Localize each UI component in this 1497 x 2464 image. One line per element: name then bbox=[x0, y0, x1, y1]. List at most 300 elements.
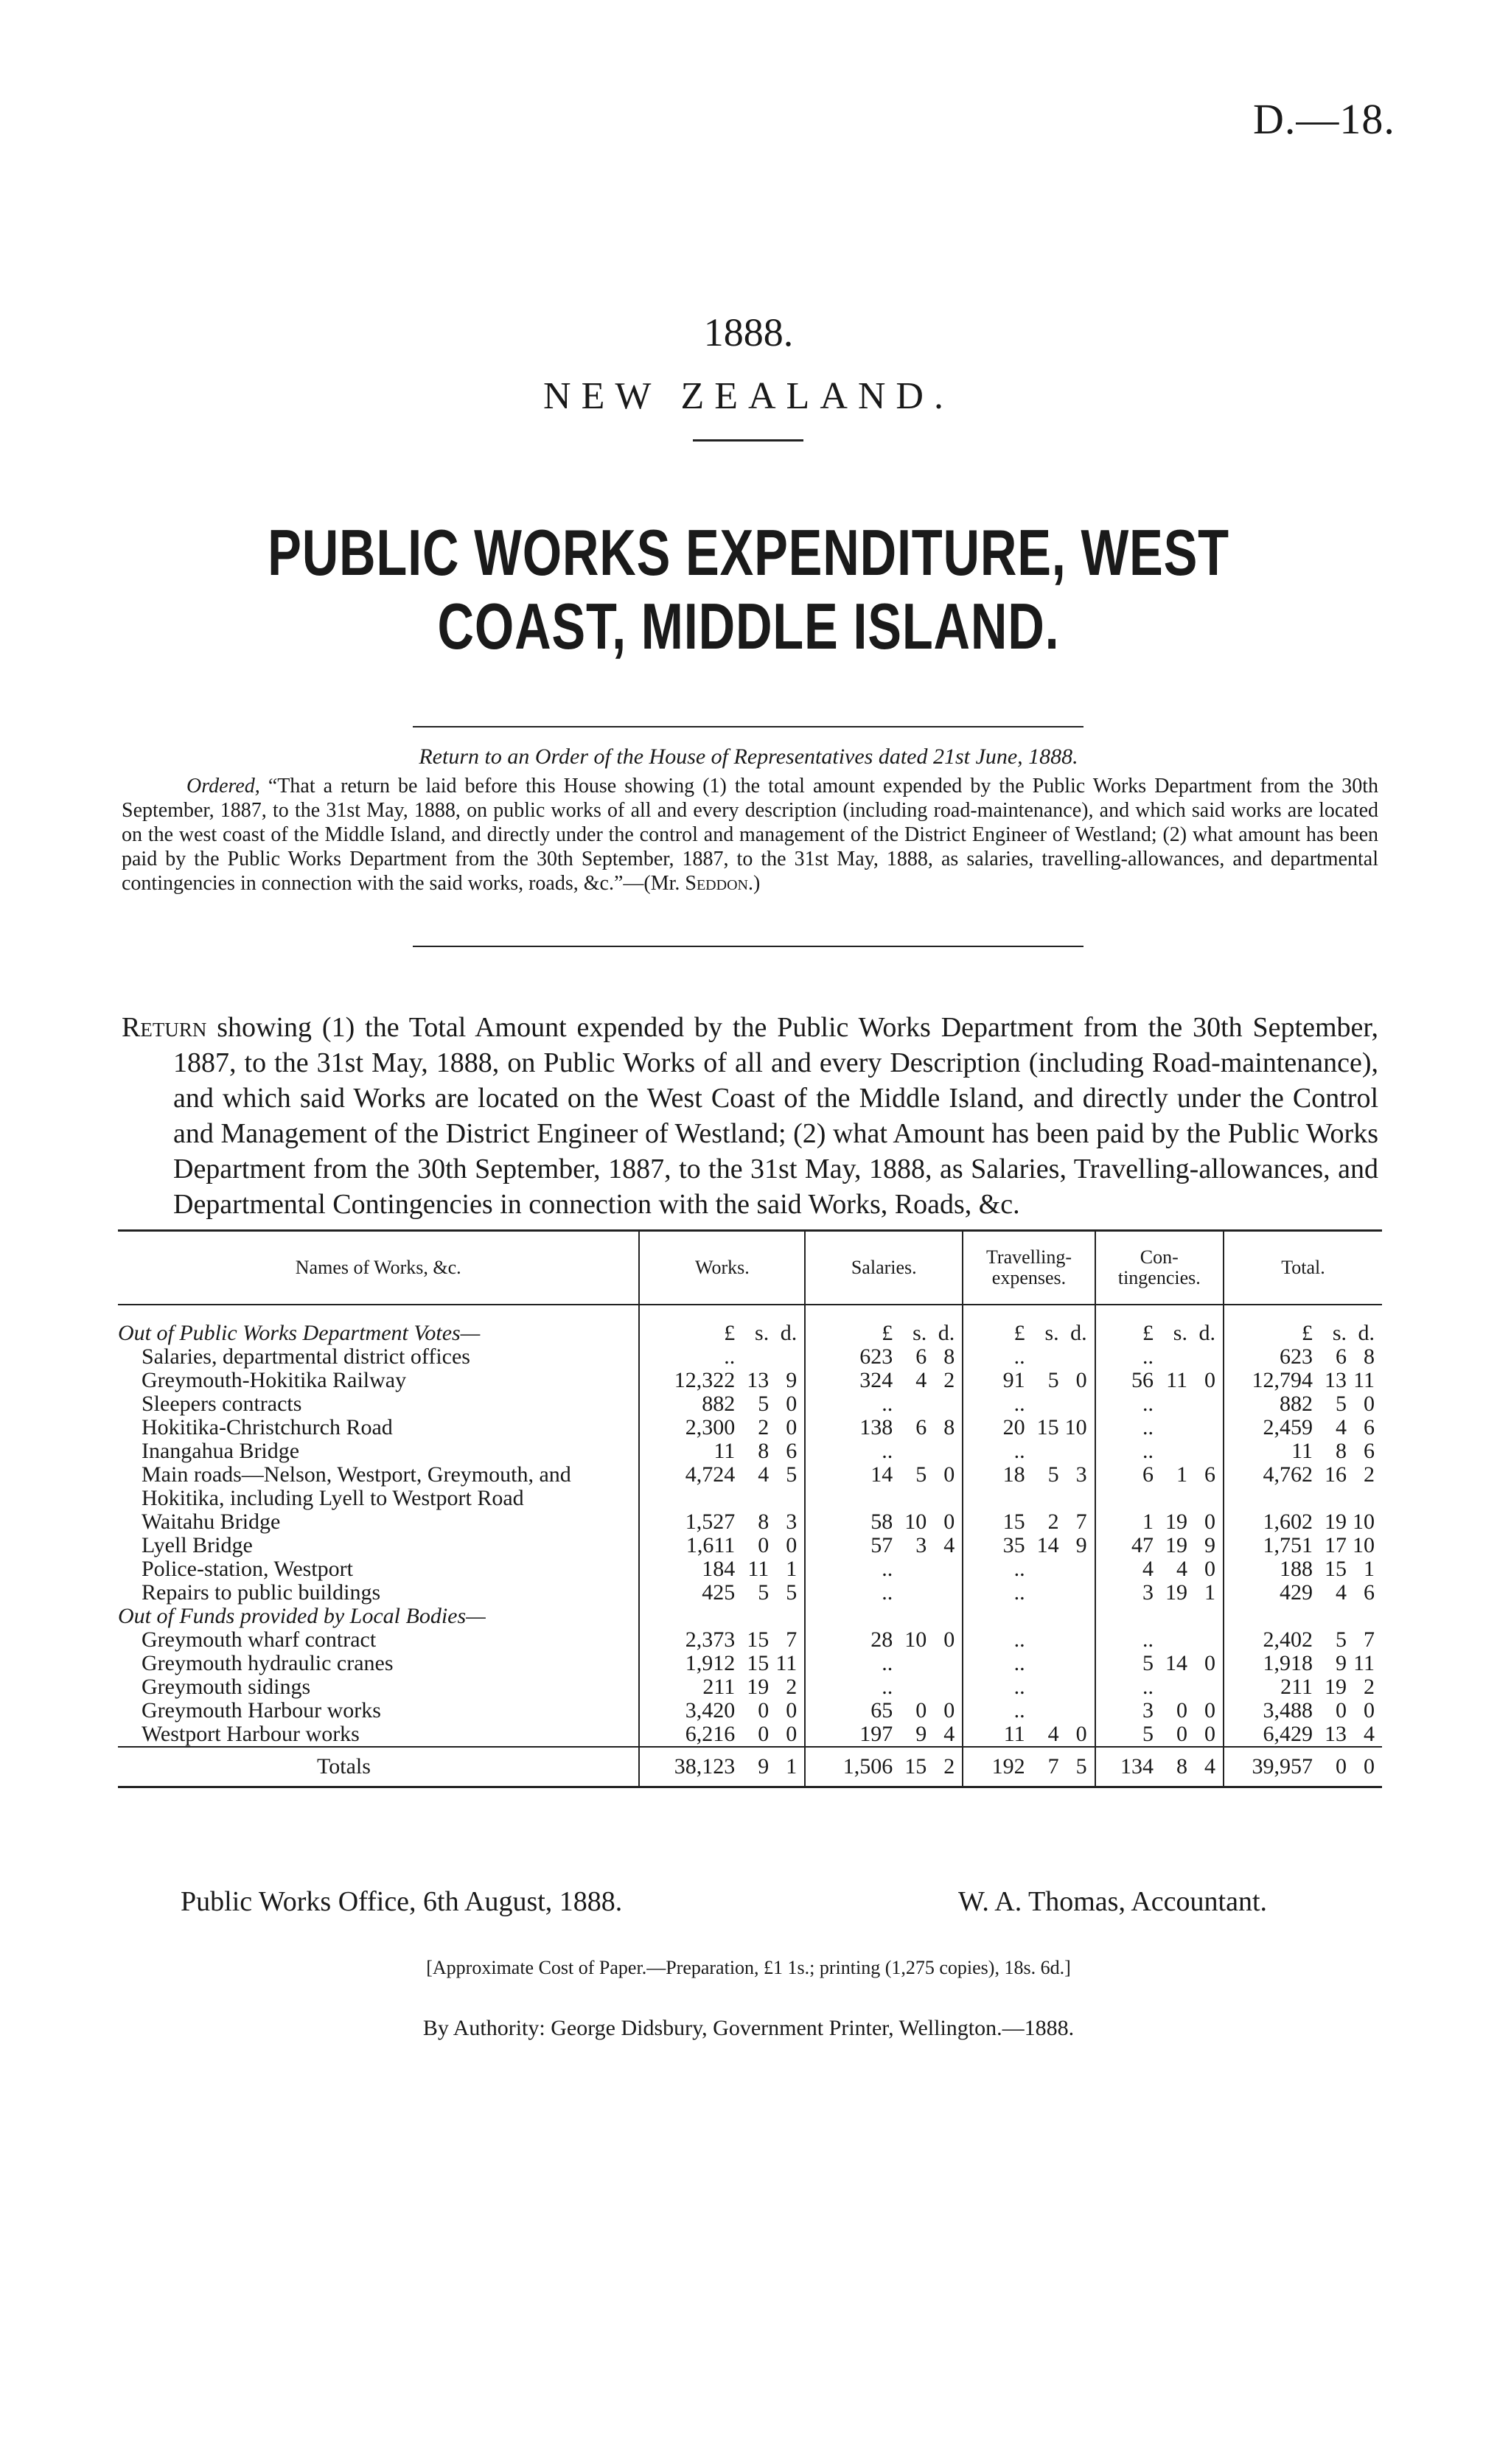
unit-pound: £ bbox=[1013, 1321, 1025, 1345]
amount-pence: 6 bbox=[786, 1439, 798, 1463]
unit-shilling: s. bbox=[1332, 1321, 1347, 1345]
amount-pence: 2 bbox=[1364, 1675, 1375, 1699]
amount-pounds: 3,420 bbox=[685, 1698, 736, 1723]
amount-cell bbox=[805, 1557, 963, 1581]
amount-pounds: 324 bbox=[859, 1368, 893, 1392]
amount-pounds: 1,527 bbox=[685, 1510, 736, 1534]
work-name: Waitahu Bridge bbox=[142, 1510, 281, 1534]
header-contingencies bbox=[1095, 1231, 1224, 1305]
amount-pounds: .. bbox=[1142, 1439, 1154, 1463]
work-name: Westport Harbour works bbox=[142, 1722, 360, 1746]
amount-cell bbox=[805, 1510, 963, 1534]
amount-cell bbox=[1095, 1416, 1224, 1439]
unit-pence: d. bbox=[1358, 1321, 1375, 1345]
amount-shillings: 15 bbox=[1036, 1415, 1059, 1439]
header-works: Works. bbox=[639, 1231, 805, 1305]
amount-pounds: 197 bbox=[859, 1722, 893, 1746]
amount-cell bbox=[1224, 1747, 1382, 1787]
amount-pence: 4 bbox=[943, 1722, 955, 1746]
unit-pound: £ bbox=[882, 1321, 893, 1345]
amount-pounds: 1,751 bbox=[1263, 1533, 1313, 1557]
unit-pence: d. bbox=[1198, 1321, 1215, 1345]
amount-pounds: 58 bbox=[870, 1510, 893, 1534]
amount-pence: 0 bbox=[1075, 1722, 1087, 1746]
amount-cell bbox=[963, 1345, 1095, 1369]
amount-cell bbox=[805, 1439, 963, 1463]
amount-cell bbox=[805, 1675, 963, 1699]
amount-shillings: 11 bbox=[1166, 1368, 1187, 1392]
amount-cell bbox=[1224, 1463, 1382, 1510]
amount-pence: 0 bbox=[1364, 1698, 1375, 1723]
table-row bbox=[118, 1581, 1382, 1605]
amount-cell bbox=[1224, 1534, 1382, 1557]
table-row bbox=[118, 1557, 1382, 1581]
amount-shillings: 19 bbox=[747, 1675, 770, 1699]
amount-shillings: 4 bbox=[1047, 1722, 1059, 1746]
amount-shillings: 8 bbox=[1336, 1439, 1347, 1463]
amount-pence: 9 bbox=[1075, 1533, 1087, 1557]
amount-cell bbox=[805, 1369, 963, 1392]
amount-cell bbox=[639, 1534, 805, 1557]
amount-cell bbox=[1224, 1439, 1382, 1463]
work-name: Inangahua Bridge bbox=[142, 1439, 300, 1463]
empty-cell bbox=[639, 1605, 805, 1628]
divider bbox=[413, 726, 1084, 727]
amount-shillings: 6 bbox=[915, 1415, 927, 1439]
table-row bbox=[118, 1510, 1382, 1534]
table-row bbox=[118, 1723, 1382, 1747]
cost-of-paper: [Approximate Cost of Paper.—Preparation, £1 1s.; printing (1,275 copies), 18s. 6d.] bbox=[426, 1957, 1071, 1978]
amount-shillings: 15 bbox=[747, 1627, 770, 1652]
unit-pence: d. bbox=[780, 1321, 798, 1345]
amount-shillings: 8 bbox=[758, 1439, 770, 1463]
work-name: Greymouth-Hokitika Railway bbox=[142, 1368, 407, 1392]
unit-pence: d. bbox=[938, 1321, 955, 1345]
amount-pence: 0 bbox=[1204, 1651, 1215, 1675]
amount-pounds: 18 bbox=[1002, 1462, 1025, 1487]
amount-cell bbox=[639, 1392, 805, 1416]
amount-pounds: 1,506 bbox=[842, 1754, 893, 1779]
amount-shillings: 13 bbox=[747, 1368, 770, 1392]
amount-pence: 3 bbox=[786, 1510, 798, 1534]
amount-pence: 7 bbox=[1075, 1510, 1087, 1534]
amount-shillings: 19 bbox=[1325, 1675, 1347, 1699]
amount-cell bbox=[639, 1369, 805, 1392]
amount-pence: 0 bbox=[786, 1415, 798, 1439]
country-heading: NEW ZEALAND. bbox=[543, 375, 954, 417]
amount-shillings: 4 bbox=[1176, 1557, 1187, 1581]
amount-shillings: 6 bbox=[1336, 1344, 1347, 1369]
unit-shilling: s. bbox=[912, 1321, 927, 1345]
amount-pounds: 4,762 bbox=[1263, 1462, 1313, 1487]
divider bbox=[413, 946, 1084, 947]
amount-cell bbox=[805, 1747, 963, 1787]
amount-pounds: 91 bbox=[1002, 1368, 1025, 1392]
amount-pence: 8 bbox=[943, 1344, 955, 1369]
work-name: Repairs to public buildings bbox=[142, 1580, 381, 1605]
amount-shillings: 8 bbox=[1176, 1754, 1187, 1779]
amount-shillings: 0 bbox=[1176, 1722, 1187, 1746]
amount-shillings: 5 bbox=[1336, 1627, 1347, 1652]
totals-row bbox=[118, 1747, 1382, 1787]
amount-pounds: 138 bbox=[859, 1415, 893, 1439]
amount-pounds: .. bbox=[1013, 1580, 1025, 1605]
amount-pounds: 1,912 bbox=[685, 1651, 736, 1675]
amount-shillings: 11 bbox=[747, 1557, 770, 1581]
amount-shillings: 19 bbox=[1165, 1533, 1187, 1557]
document-year: 1888. bbox=[703, 310, 794, 355]
amount-pounds: .. bbox=[1142, 1415, 1154, 1439]
amount-pounds: 1,611 bbox=[685, 1533, 736, 1557]
amount-pounds: 12,322 bbox=[674, 1368, 736, 1392]
amount-cell bbox=[1224, 1557, 1382, 1581]
amount-pounds: 47 bbox=[1131, 1533, 1154, 1557]
amount-pounds: 4,724 bbox=[685, 1462, 736, 1487]
amount-pounds: .. bbox=[882, 1675, 893, 1699]
amount-pounds: 425 bbox=[702, 1580, 736, 1605]
amount-pence: 0 bbox=[1364, 1392, 1375, 1416]
amount-cell bbox=[805, 1723, 963, 1747]
amount-cell bbox=[963, 1699, 1095, 1723]
amount-pence: 0 bbox=[786, 1533, 798, 1557]
amount-cell bbox=[963, 1675, 1095, 1699]
amount-pence: 0 bbox=[943, 1510, 955, 1534]
amount-cell bbox=[1224, 1675, 1382, 1699]
amount-cell bbox=[639, 1675, 805, 1699]
office-date: Public Works Office, 6th August, 1888. bbox=[181, 1886, 623, 1917]
signatory: W. A. Thomas, Accountant. bbox=[958, 1886, 1268, 1917]
amount-pounds: 2,402 bbox=[1263, 1627, 1313, 1652]
amount-cell bbox=[963, 1628, 1095, 1652]
amount-pence: 0 bbox=[1204, 1698, 1215, 1723]
return-paragraph bbox=[122, 1010, 1378, 1222]
amount-cell bbox=[963, 1747, 1095, 1787]
amount-cell bbox=[805, 1699, 963, 1723]
amount-shillings: 0 bbox=[758, 1533, 770, 1557]
return-lead: Return bbox=[122, 1012, 207, 1043]
amount-pounds: 20 bbox=[1002, 1415, 1025, 1439]
work-name: Salaries, departmental district offices bbox=[142, 1344, 470, 1369]
work-name: Greymouth sidings bbox=[142, 1675, 311, 1699]
table-row bbox=[118, 1463, 1382, 1510]
amount-pence: 5 bbox=[1075, 1754, 1087, 1779]
header-contingencies-line1: Con- bbox=[1140, 1246, 1179, 1268]
amount-pounds: .. bbox=[1013, 1698, 1025, 1723]
amount-pounds: 1 bbox=[1142, 1510, 1154, 1534]
amount-cell bbox=[805, 1345, 963, 1369]
units-cell bbox=[1224, 1305, 1382, 1345]
amount-pence: 0 bbox=[1204, 1557, 1215, 1581]
amount-cell bbox=[1224, 1628, 1382, 1652]
amount-pence: 5 bbox=[786, 1580, 798, 1605]
amount-pence: 3 bbox=[1075, 1462, 1087, 1487]
amount-shillings: 5 bbox=[758, 1392, 770, 1416]
amount-pounds: 3,488 bbox=[1263, 1698, 1313, 1723]
amount-shillings: 1 bbox=[1176, 1462, 1187, 1487]
header-travelling-line1: Travelling- bbox=[985, 1246, 1072, 1268]
empty-cell bbox=[805, 1605, 963, 1628]
amount-pence: 0 bbox=[786, 1722, 798, 1746]
unit-shilling: s. bbox=[1044, 1321, 1059, 1345]
work-name: Sleepers contracts bbox=[142, 1392, 302, 1416]
amount-pounds: 882 bbox=[702, 1392, 736, 1416]
amount-shillings: 4 bbox=[1336, 1415, 1347, 1439]
amount-pounds: 1,602 bbox=[1263, 1510, 1313, 1534]
amount-pence: 7 bbox=[786, 1627, 798, 1652]
amount-cell bbox=[639, 1345, 805, 1369]
expenditure-table bbox=[118, 1229, 1382, 1788]
divider bbox=[693, 439, 803, 442]
amount-cell bbox=[639, 1699, 805, 1723]
amount-shillings: 0 bbox=[1336, 1698, 1347, 1723]
amount-pence: 2 bbox=[943, 1754, 955, 1779]
amount-cell bbox=[639, 1747, 805, 1787]
amount-pounds: 15 bbox=[1002, 1510, 1025, 1534]
amount-pounds: 2,373 bbox=[685, 1627, 736, 1652]
units-cell bbox=[805, 1305, 963, 1345]
amount-pounds: 134 bbox=[1120, 1754, 1154, 1779]
amount-shillings: 14 bbox=[1036, 1533, 1059, 1557]
amount-pence: 6 bbox=[1364, 1439, 1375, 1463]
amount-pounds: .. bbox=[1013, 1675, 1025, 1699]
amount-cell bbox=[1224, 1345, 1382, 1369]
amount-shillings: 8 bbox=[758, 1510, 770, 1534]
amount-shillings: 0 bbox=[758, 1698, 770, 1723]
amount-cell bbox=[639, 1723, 805, 1747]
table-row bbox=[118, 1652, 1382, 1675]
header-total: Total. bbox=[1224, 1231, 1382, 1305]
amount-shillings: 2 bbox=[758, 1415, 770, 1439]
work-name: Greymouth wharf contract bbox=[142, 1627, 377, 1652]
amount-pounds: 6 bbox=[1142, 1462, 1154, 1487]
amount-pounds: .. bbox=[1013, 1392, 1025, 1416]
amount-pounds: 5 bbox=[1142, 1651, 1154, 1675]
amount-cell bbox=[963, 1723, 1095, 1747]
amount-pounds: 2,459 bbox=[1263, 1415, 1313, 1439]
amount-pence: 8 bbox=[943, 1415, 955, 1439]
amount-pence: 9 bbox=[786, 1368, 798, 1392]
amount-shillings: 9 bbox=[758, 1754, 770, 1779]
amount-cell bbox=[963, 1439, 1095, 1463]
amount-pence: 4 bbox=[1364, 1722, 1375, 1746]
amount-shillings: 3 bbox=[915, 1533, 927, 1557]
table-header-row bbox=[118, 1231, 1382, 1305]
amount-pence: 2 bbox=[943, 1368, 955, 1392]
amount-cell bbox=[1224, 1652, 1382, 1675]
amount-cell bbox=[963, 1416, 1095, 1439]
amount-pence: 0 bbox=[943, 1698, 955, 1723]
amount-pounds: .. bbox=[1142, 1392, 1154, 1416]
amount-shillings: 14 bbox=[1165, 1651, 1187, 1675]
amount-shillings: 5 bbox=[1047, 1462, 1059, 1487]
document-reference: D.—18. bbox=[1253, 95, 1395, 143]
amount-pounds: .. bbox=[1013, 1344, 1025, 1369]
amount-cell bbox=[963, 1652, 1095, 1675]
amount-pence: 4 bbox=[943, 1533, 955, 1557]
amount-pence: 0 bbox=[786, 1392, 798, 1416]
amount-pence: 0 bbox=[943, 1462, 955, 1487]
amount-shillings: 5 bbox=[758, 1580, 770, 1605]
amount-pounds: .. bbox=[1013, 1557, 1025, 1581]
table-row bbox=[118, 1675, 1382, 1699]
amount-cell bbox=[963, 1392, 1095, 1416]
amount-pounds: 1,918 bbox=[1263, 1651, 1313, 1675]
amount-pounds: 6,429 bbox=[1263, 1722, 1313, 1746]
ordered-label: Ordered, bbox=[186, 775, 260, 798]
amount-pounds: 4 bbox=[1142, 1557, 1154, 1581]
amount-shillings: 4 bbox=[1336, 1580, 1347, 1605]
amount-shillings: 6 bbox=[915, 1344, 927, 1369]
amount-pence: 0 bbox=[1204, 1510, 1215, 1534]
amount-pence: 0 bbox=[1075, 1368, 1087, 1392]
header-travelling-line2: expenses. bbox=[991, 1267, 1067, 1288]
unit-pound: £ bbox=[1302, 1321, 1313, 1345]
amount-shillings: 16 bbox=[1325, 1462, 1347, 1487]
amount-cell bbox=[805, 1463, 963, 1510]
table-row bbox=[118, 1345, 1382, 1369]
totals-label: Totals bbox=[118, 1747, 639, 1787]
amount-pence: 0 bbox=[943, 1627, 955, 1652]
order-paragraph bbox=[122, 774, 1378, 896]
unit-pound: £ bbox=[1142, 1321, 1154, 1345]
amount-cell bbox=[963, 1557, 1095, 1581]
amount-cell bbox=[805, 1581, 963, 1605]
amount-pounds: .. bbox=[1013, 1627, 1025, 1652]
amount-cell bbox=[639, 1416, 805, 1439]
amount-pounds: 184 bbox=[702, 1557, 736, 1581]
amount-pounds: 39,957 bbox=[1252, 1754, 1313, 1779]
amount-pence: 0 bbox=[1204, 1368, 1215, 1392]
amount-pounds: 2,300 bbox=[685, 1415, 736, 1439]
amount-pounds: 192 bbox=[991, 1754, 1025, 1779]
amount-pounds: .. bbox=[1013, 1651, 1025, 1675]
table-row bbox=[118, 1392, 1382, 1416]
amount-pounds: 3 bbox=[1142, 1580, 1154, 1605]
amount-cell bbox=[1224, 1369, 1382, 1392]
amount-cell bbox=[963, 1581, 1095, 1605]
amount-pounds: 38,123 bbox=[674, 1754, 736, 1779]
amount-shillings: 15 bbox=[904, 1754, 927, 1779]
amount-shillings: 13 bbox=[1325, 1368, 1347, 1392]
amount-cell bbox=[639, 1439, 805, 1463]
units-cell bbox=[1095, 1305, 1224, 1345]
amount-pounds: 623 bbox=[859, 1344, 893, 1369]
printer-imprint: By Authority: George Didsbury, Government Printer, Wellington.—1888. bbox=[422, 2016, 1075, 2040]
amount-shillings: 0 bbox=[915, 1698, 927, 1723]
amount-pounds: .. bbox=[882, 1580, 893, 1605]
amount-pence: 6 bbox=[1204, 1462, 1215, 1487]
amount-cell bbox=[1095, 1628, 1224, 1652]
amount-pounds: .. bbox=[1013, 1439, 1025, 1463]
amount-pence: 11 bbox=[1353, 1368, 1375, 1392]
amount-cell bbox=[805, 1392, 963, 1416]
work-name: Main roads—Nelson, Westport, Greymouth, and Hokitika, including Lyell to Westport Road bbox=[142, 1462, 571, 1510]
amount-cell bbox=[1095, 1463, 1224, 1510]
units-cell bbox=[639, 1305, 805, 1345]
table-row bbox=[118, 1628, 1382, 1652]
amount-pence: 2 bbox=[786, 1675, 798, 1699]
section-heading: Out of Public Works Department Votes— bbox=[118, 1321, 481, 1345]
unit-shilling: s. bbox=[755, 1321, 770, 1345]
amount-shillings: 17 bbox=[1325, 1533, 1347, 1557]
amount-cell bbox=[1095, 1392, 1224, 1416]
amount-cell bbox=[1224, 1510, 1382, 1534]
work-name: Greymouth Harbour works bbox=[142, 1698, 381, 1723]
amount-cell bbox=[805, 1416, 963, 1439]
amount-cell bbox=[1224, 1699, 1382, 1723]
amount-pounds: 28 bbox=[870, 1627, 893, 1652]
amount-pence: 9 bbox=[1204, 1533, 1215, 1557]
amount-pence: 10 bbox=[1064, 1415, 1087, 1439]
amount-shillings: 0 bbox=[1176, 1698, 1187, 1723]
amount-cell bbox=[639, 1628, 805, 1652]
amount-pence: 2 bbox=[1364, 1462, 1375, 1487]
empty-cell bbox=[1224, 1605, 1382, 1628]
amount-pounds: .. bbox=[882, 1557, 893, 1581]
amount-shillings: 15 bbox=[747, 1651, 770, 1675]
amount-pounds: 11 bbox=[1291, 1439, 1313, 1463]
amount-pounds: 429 bbox=[1280, 1580, 1313, 1605]
amount-cell bbox=[963, 1463, 1095, 1510]
return-to-order: Return to an Order of the House of Representatives dated 21st June, 1888. bbox=[419, 744, 1078, 769]
amount-pence: 8 bbox=[1364, 1344, 1375, 1369]
table-row bbox=[118, 1416, 1382, 1439]
amount-shillings: 5 bbox=[1047, 1368, 1059, 1392]
header-contingencies-line2: tingencies. bbox=[1117, 1267, 1201, 1288]
amount-cell bbox=[639, 1510, 805, 1534]
amount-cell bbox=[639, 1557, 805, 1581]
header-salaries: Salaries. bbox=[805, 1231, 963, 1305]
work-name: Lyell Bridge bbox=[142, 1533, 253, 1557]
amount-pounds: 3 bbox=[1142, 1698, 1154, 1723]
amount-pence: 0 bbox=[786, 1698, 798, 1723]
table-row bbox=[118, 1699, 1382, 1723]
amount-pence: 5 bbox=[786, 1462, 798, 1487]
amount-shillings: 4 bbox=[758, 1462, 770, 1487]
empty-cell bbox=[963, 1605, 1095, 1628]
amount-pence: 1 bbox=[786, 1754, 798, 1779]
work-name: Greymouth hydraulic cranes bbox=[142, 1651, 394, 1675]
return-text: showing (1) the Total Amount expended by the Public Works Department from the 30th September, 1887, to the 31st May, 1888, on Public Works of all and every Description (including Road-maintenance), and which said Works are located on the West Coast of the Middle Island, and directly under the Control and Management of the District Engineer of Westland; (2) what Amount has been paid by the Public Works Department from the 30th September, 1887, to the 31st May, 1888, as Salaries, Travelling-allowances, and Departmental Contingencies in connection with the said Works, Roads, &c. bbox=[173, 1012, 1379, 1220]
amount-pence: 11 bbox=[775, 1651, 798, 1675]
amount-pence: 10 bbox=[1353, 1533, 1375, 1557]
amount-cell bbox=[1224, 1723, 1382, 1747]
unit-pence: d. bbox=[1070, 1321, 1087, 1345]
amount-pounds: .. bbox=[882, 1651, 893, 1675]
amount-shillings: 19 bbox=[1165, 1510, 1187, 1534]
header-names: Names of Works, &c. bbox=[118, 1231, 639, 1305]
amount-pounds: .. bbox=[1142, 1675, 1154, 1699]
amount-pounds: 188 bbox=[1280, 1557, 1313, 1581]
amount-pence: 1 bbox=[786, 1557, 798, 1581]
table-row bbox=[118, 1369, 1382, 1392]
amount-pounds: .. bbox=[1142, 1627, 1154, 1652]
amount-shillings: 9 bbox=[915, 1722, 927, 1746]
amount-pounds: 211 bbox=[1280, 1675, 1313, 1699]
amount-pounds: 65 bbox=[870, 1698, 893, 1723]
unit-pound: £ bbox=[724, 1321, 736, 1345]
amount-pence: 1 bbox=[1364, 1557, 1375, 1581]
amount-cell bbox=[1095, 1510, 1224, 1534]
amount-pence: 1 bbox=[1204, 1580, 1215, 1605]
amount-pounds: 35 bbox=[1002, 1533, 1025, 1557]
amount-cell bbox=[1095, 1723, 1224, 1747]
amount-cell bbox=[639, 1652, 805, 1675]
amount-pounds: 12,794 bbox=[1252, 1368, 1313, 1392]
amount-shillings: 0 bbox=[758, 1722, 770, 1746]
amount-pounds: 623 bbox=[1280, 1344, 1313, 1369]
amount-cell bbox=[805, 1534, 963, 1557]
